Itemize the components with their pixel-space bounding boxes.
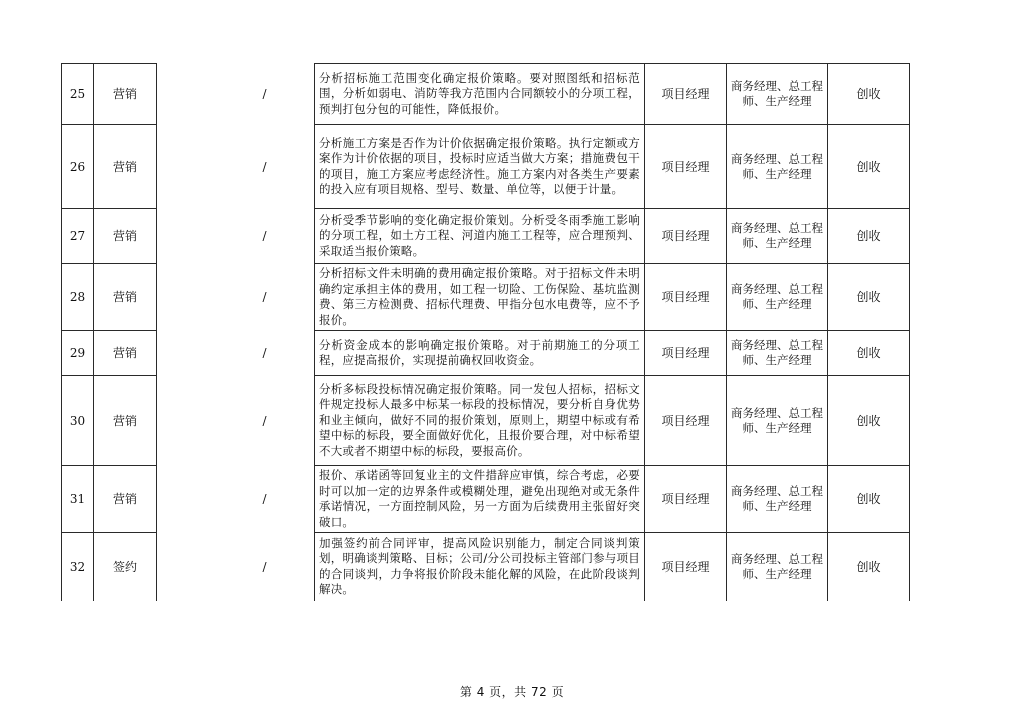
empty-cell [157,125,217,209]
row-assist: 商务经理、总工程师、生产经理 [727,209,828,264]
row-category: 营销 [94,376,157,466]
empty-cell [157,376,217,466]
row-number: 27 [62,209,94,264]
row-responsible: 项目经理 [645,533,727,601]
empty-cell [157,331,217,376]
row-slash: / [262,346,267,360]
row-type: 创收 [828,64,910,125]
row-slash: / [262,559,267,574]
row-responsible: 项目经理 [645,64,727,125]
row-slash: / [262,413,267,428]
row-assist: 商务经理、总工程师、生产经理 [727,533,828,601]
row-category: 营销 [94,209,157,264]
row-responsible: 项目经理 [645,125,727,209]
row-number: 31 [62,466,94,533]
table-row [62,331,910,376]
row-responsible: 项目经理 [645,466,727,533]
row-description: 分析多标段投标情况确定报价策略。同一发包人招标，招标文件规定投标人最多中标某一标段的投标情况，要分析自身优势和业主倾向，做好不同的报价策划，原则上，期望中标或有希望中标的标段，要全面做好优化，且报价要合理，对中标希望不大或者不期望中标的标段，要报高价。 [315,376,645,466]
row-type: 创收 [828,264,910,331]
table-row [62,209,910,264]
row-category: 营销 [94,125,157,209]
row-type: 创收 [828,331,910,376]
table-body [62,64,910,601]
row-number: 32 [62,533,94,601]
table-row [62,376,910,466]
row-type: 创收 [828,376,910,466]
row-responsible: 项目经理 [645,376,727,466]
row-description: 加强签约前合同评审，提高风险识别能力，制定合同谈判策划，明确谈判策略、目标；公司/分公司投标主管部门参与项目的合同谈判，力争将报价阶段未能化解的风险，在此阶段谈判解决。 [315,533,645,601]
row-slash: / [262,290,267,304]
row-number: 25 [62,64,94,125]
row-assist: 商务经理、总工程师、生产经理 [727,466,828,533]
row-description: 报价、承诺函等回复业主的文件措辞应审慎，综合考虑，必要时可以加一定的边界条件或模糊处理，避免出现绝对或无条件承诺情况，一方面控制风险，另一方面为后续费用主张留好突破口。 [315,466,645,533]
row-assist: 商务经理、总工程师、生产经理 [727,125,828,209]
row-slash: / [262,87,267,101]
empty-cell [157,64,217,125]
row-type: 创收 [828,209,910,264]
row-type: 创收 [828,533,910,601]
row-responsible: 项目经理 [645,209,727,264]
row-description: 分析招标施工范围变化确定报价策略。要对照图纸和招标范围，分析如弱电、消防等我方范围内合同额较小的分项工程，预判打包分包的可能性，降低报价。 [315,64,645,125]
row-assist: 商务经理、总工程师、生产经理 [727,64,828,125]
row-category: 签约 [94,533,157,601]
row-responsible: 项目经理 [645,264,727,331]
row-description: 分析受季节影响的变化确定报价策划。分析受冬雨季施工影响的分项工程，如土方工程、河道内施工工程等，应合理预判、采取适当报价策略。 [315,209,645,264]
row-number: 30 [62,376,94,466]
row-description: 分析资金成本的影响确定报价策略。对于前期施工的分项工程，应提高报价，实现提前确权回收资金。 [315,331,645,376]
row-number: 26 [62,125,94,209]
row-type: 创收 [828,466,910,533]
table-row [62,264,910,331]
empty-cell [157,466,217,533]
table-row [62,466,910,533]
table-row [62,64,910,125]
table-row [62,533,910,601]
row-assist: 商务经理、总工程师、生产经理 [727,331,828,376]
empty-cell [157,264,217,331]
measures-table [61,63,910,601]
row-slash: / [262,159,267,174]
row-number: 29 [62,331,94,376]
row-type: 创收 [828,125,910,209]
row-description: 分析招标文件未明确的费用确定报价策略。对于招标文件未明确约定承担主体的费用，如工程一切险、工伤保险、基坑监测费、第三方检测费、招标代理费、甲指分包水电费等，应不予报价。 [315,264,645,331]
page-number: 第 4 页，共 72 页 [459,685,565,699]
row-description: 分析施工方案是否作为计价依据确定报价策略。执行定额或方案作为计价依据的项目，投标时应适当做大方案；措施费包干的项目，施工方案应考虑经济性。施工方案内对各类生产要素的投入应有项目规格、型号、数量、单位等，以便于计量。 [315,125,645,209]
row-assist: 商务经理、总工程师、生产经理 [727,264,828,331]
row-category: 营销 [94,466,157,533]
row-responsible: 项目经理 [645,331,727,376]
row-category: 营销 [94,331,157,376]
row-number: 28 [62,264,94,331]
table-row [62,125,910,209]
empty-cell [157,209,217,264]
row-assist: 商务经理、总工程师、生产经理 [727,376,828,466]
empty-cell [157,533,217,601]
row-category: 营销 [94,64,157,125]
row-slash: / [262,492,267,506]
row-slash: / [262,229,267,243]
row-category: 营销 [94,264,157,331]
